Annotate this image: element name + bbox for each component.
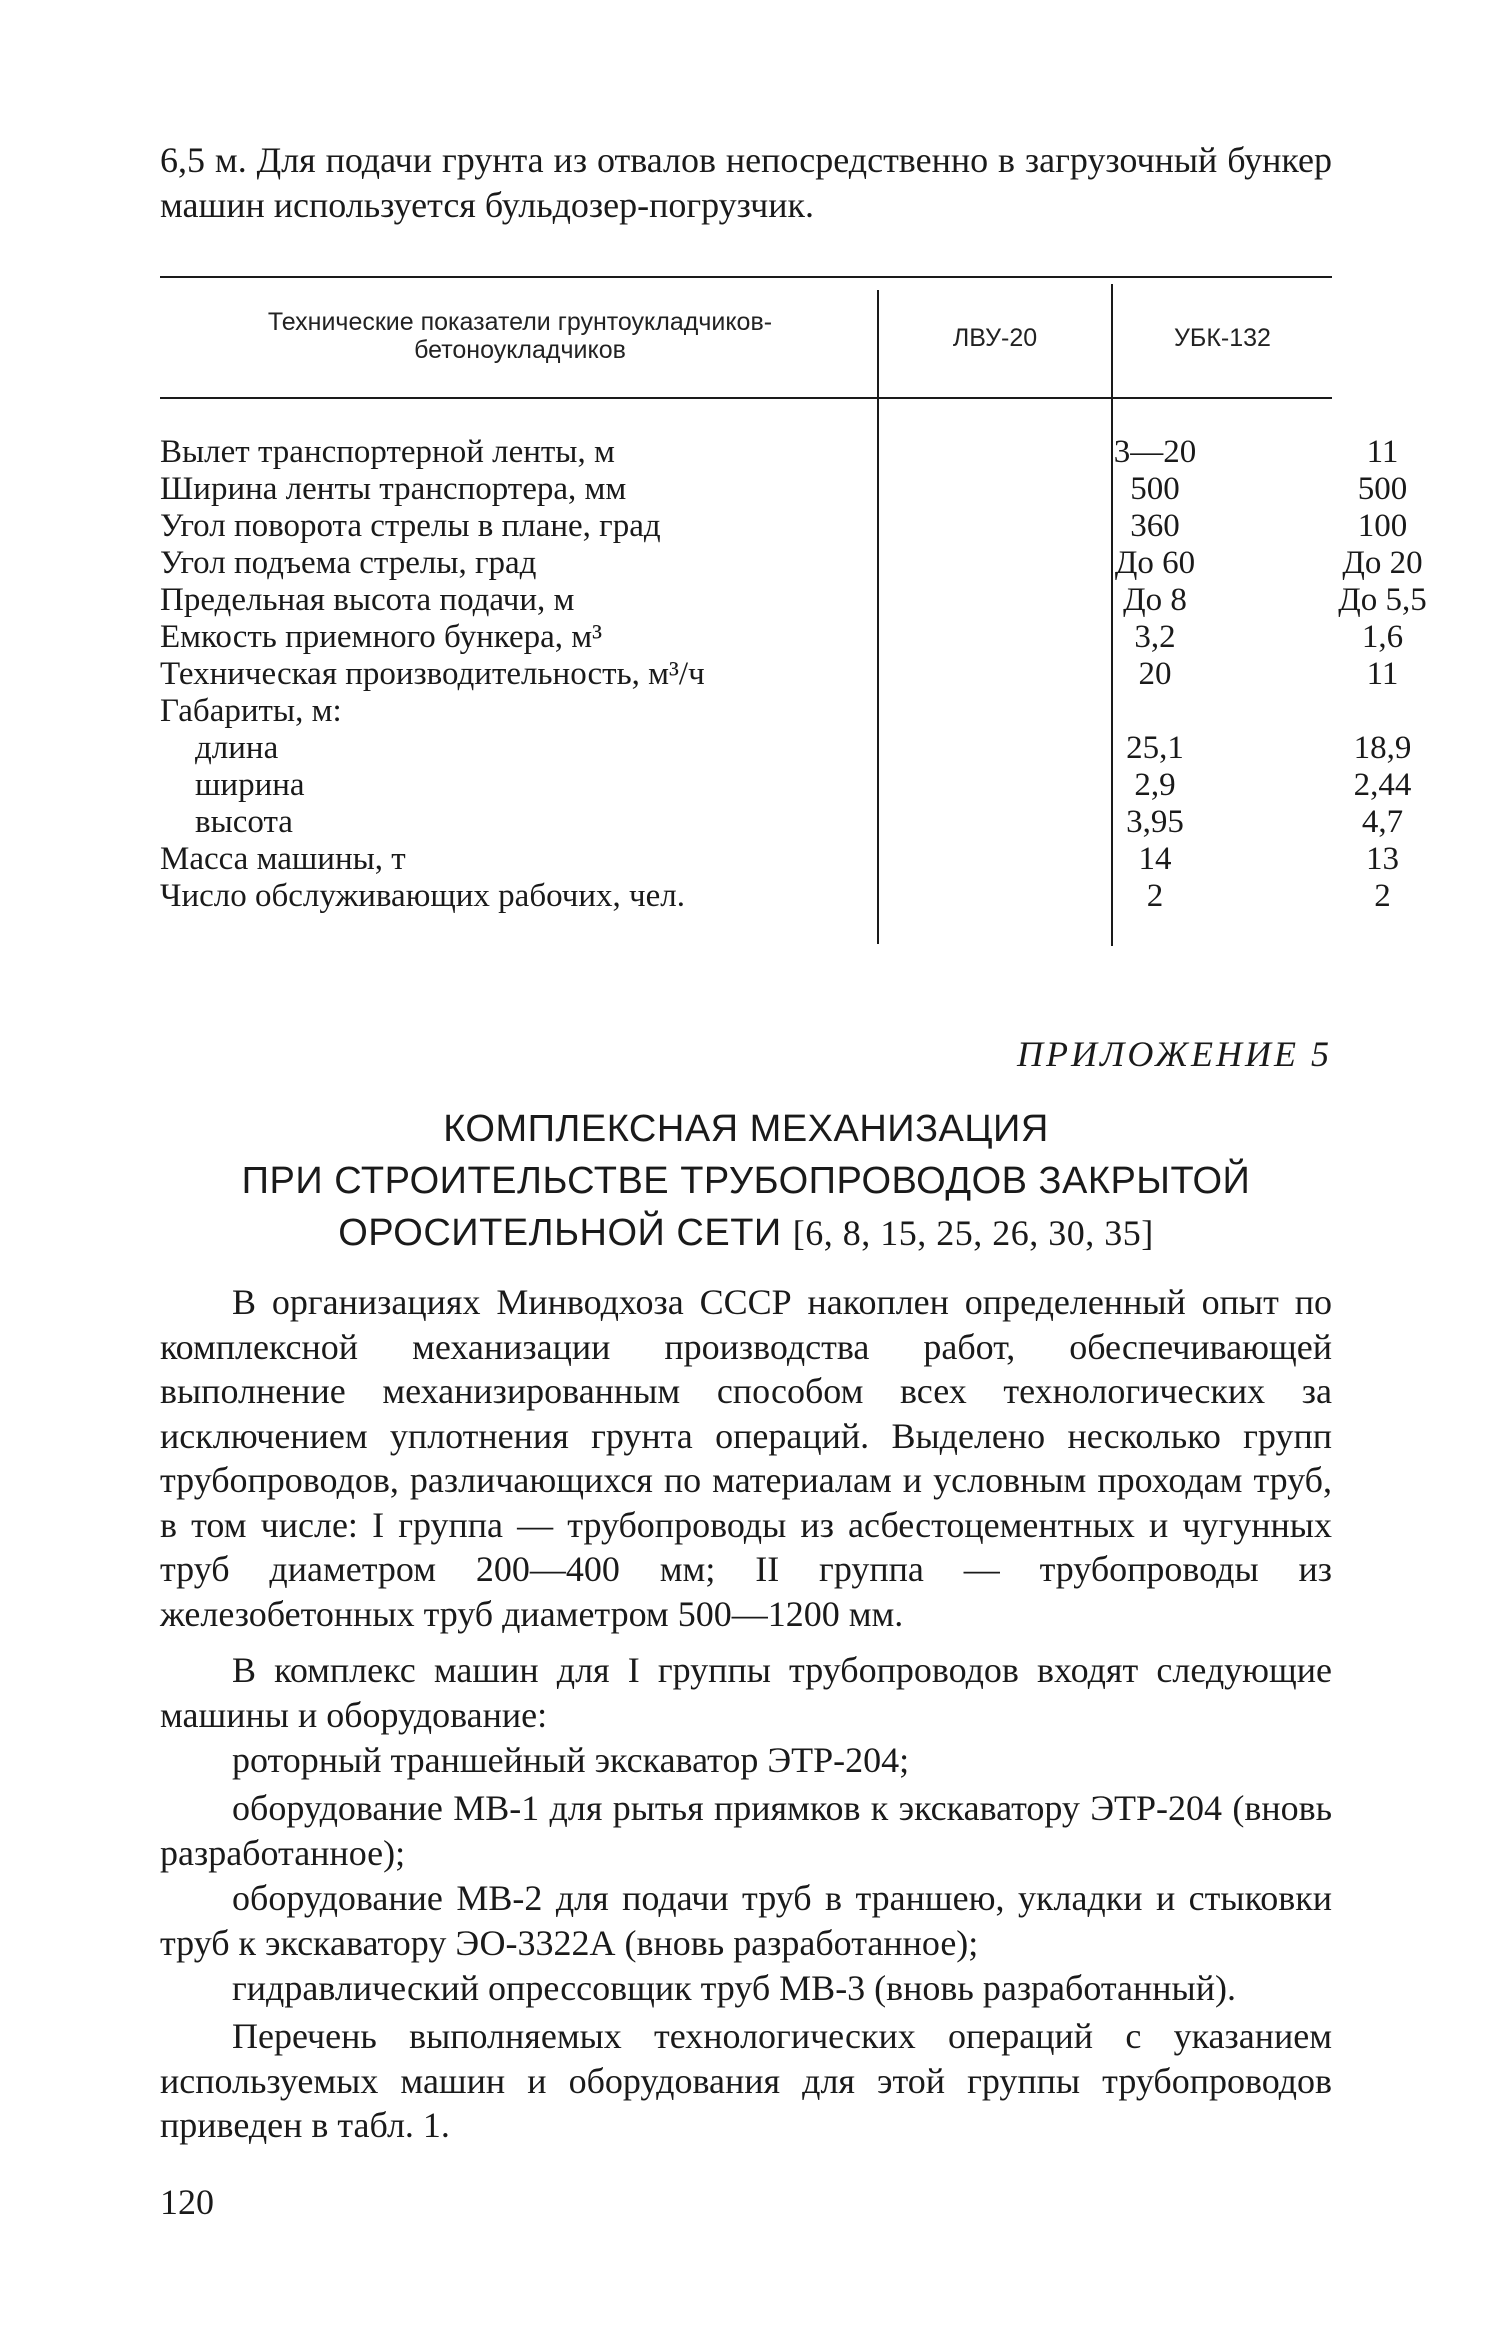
table-row [160,693,1332,730]
row-value-lvu20: 2 [1146,878,1164,914]
table-row [160,582,1427,619]
intro-paragraph: 6,5 м. Для подачи грунта из отвалов непосредственно в загрузочный бункер машин используется бульдозер-погрузчик. [160,140,1332,225]
row-value-ubk132: 100 [1357,508,1408,544]
table-row [160,730,1412,767]
row-value-ubk132: 11 [1366,656,1399,692]
row-value-ubk132: 11 [1366,434,1399,470]
section-title-line-3-text: ОРОСИТЕЛЬНОЙ СЕТИ [338,1212,782,1254]
body-paragraph-2: В комплекс машин для I группы трубопроводов входят следующие машины и оборудование: [160,1650,1332,1735]
row-value-lvu20: 3—20 [1113,434,1197,470]
row-value-lvu20: 25,1 [1126,730,1184,766]
table-row [160,619,1404,656]
row-value-lvu20: До 8 [1123,582,1187,618]
page-number: 120 [160,2182,214,2222]
table-row [160,804,1404,841]
equipment-list-item: роторный траншейный экскаватор ЭТР-204; [232,1740,910,1780]
table-header-lvu20: ЛВУ-20 [952,324,1038,352]
table-row [160,878,1391,915]
row-value-lvu20: 500 [1130,471,1180,507]
row-value-ubk132: 2,44 [1353,767,1412,803]
table-row [160,508,1408,545]
row-value-ubk132: 1,6 [1361,619,1404,655]
row-value-ubk132: 2 [1374,878,1391,914]
row-value-ubk132: 500 [1357,471,1408,507]
table-row [160,545,1423,582]
equipment-list-item: оборудование МВ-1 для рытья приямков к экскаватору ЭТР-204 (вновь разработанное); [160,1788,1332,1873]
row-label: Габариты, м: [160,693,342,729]
table-top-rule [160,276,1332,278]
row-value-ubk132: 4,7 [1361,804,1404,840]
row-label: высота [195,804,293,840]
row-label: Предельная высота подачи, м [160,582,575,618]
table-header-ubk132: УБК-132 [1174,324,1271,352]
row-label: Емкость приемного бункера, м³ [160,619,603,655]
row-label: Угол поворота стрелы в плане, град [160,508,661,544]
equipment-list-item: оборудование МВ-2 для подачи труб в траншею, укладки и стыковки труб к экскаватору ЭО-3322А (вновь разработанное); [160,1878,1332,1963]
equipment-list-item: гидравлический опрессовщик труб МВ-3 (вновь разработанный). [232,1968,1236,2008]
row-label: Угол подъема стрелы, град [160,545,537,581]
body-paragraph-1: В организациях Минводхоза СССР накоплен определенный опыт по комплексной механизации производства работ, обеспечивающей выполнение механизированным способом всех технологических за исключением уплотнения грунта операций. Выделено несколько групп трубопроводов, различающихся по материалам и условным проходам труб, в том числе: I группа — трубопроводы из асбестоцементных и чугунных труб диаметром 200—400 мм; II группа — трубопроводы из железобетонных труб диаметром 500—1200 мм. [160,1282,1332,1634]
table-row [160,767,1412,804]
row-value-ubk132: До 5,5 [1338,582,1427,618]
row-label: Ширина ленты транспортера, мм [160,471,627,507]
row-value-lvu20: 360 [1130,508,1180,544]
row-value-ubk132: 18,9 [1353,730,1412,766]
table-row [160,434,1399,471]
row-value-lvu20: 3,95 [1126,804,1184,840]
row-value-lvu20: 3,2 [1134,619,1176,655]
row-value-lvu20: До 60 [1114,545,1196,581]
appendix-label: ПРИЛОЖЕНИЕ 5 [1017,1034,1332,1074]
row-value-lvu20: 14 [1138,841,1172,877]
table-row [160,471,1408,508]
section-title-references: [6, 8, 15, 25, 26, 30, 35] [792,1213,1154,1253]
section-title-line-1: КОМПЛЕКСНАЯ МЕХАНИЗАЦИЯ [443,1108,1049,1150]
table-row [160,656,1399,693]
row-label: Число обслуживающих рабочих, чел. [160,878,685,914]
row-label: длина [195,730,279,766]
row-value-lvu20: 20 [1138,656,1172,692]
row-label: Вылет транспортерной ленты, м [160,434,615,470]
row-value-ubk132: До 20 [1342,545,1423,581]
row-label: Техническая производительность, м³/ч [160,656,705,692]
row-label: ширина [195,767,305,803]
body-paragraph-3: Перечень выполняемых технологических операций с указанием используемых машин и оборудования для этой группы трубопроводов приведен в табл. 1. [160,2016,1332,2145]
section-title-line-3 [160,1210,1332,1256]
row-value-lvu20: 2,9 [1134,767,1176,803]
table-header-rule [160,397,1332,399]
row-value-ubk132: 13 [1366,841,1399,877]
row-label: Масса машины, т [160,841,406,877]
table-header-parameter: Технические показатели грунтоукладчиков-бетоноукладчиков [267,308,773,364]
section-title-line-2: ПРИ СТРОИТЕЛЬСТВЕ ТРУБОПРОВОДОВ ЗАКРЫТОЙ [241,1160,1251,1202]
table-row [160,841,1399,878]
